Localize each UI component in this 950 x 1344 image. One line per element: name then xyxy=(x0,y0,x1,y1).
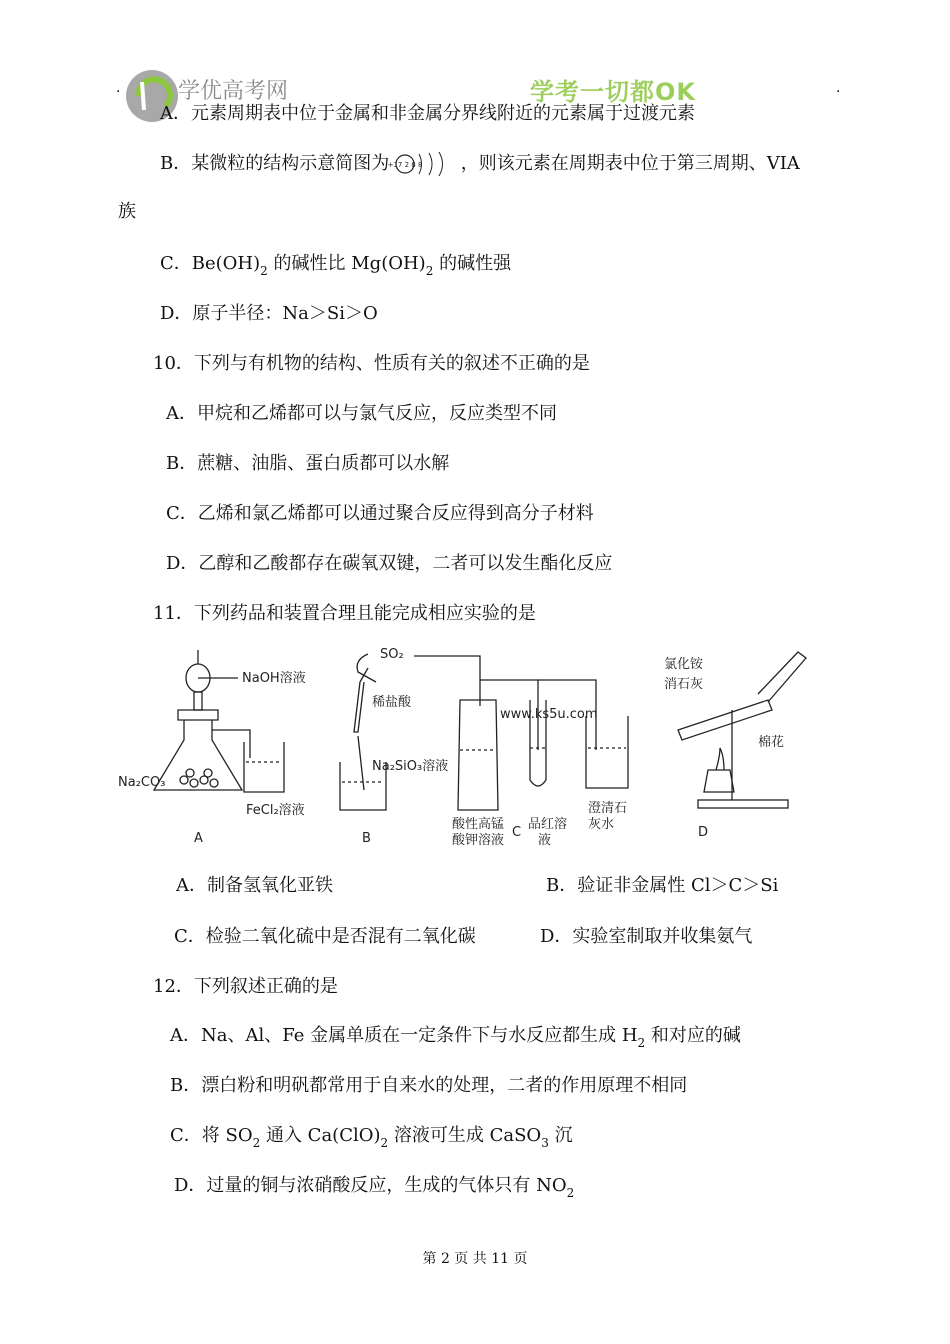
q9-c-sub-2: 2 xyxy=(425,264,434,278)
q10-option-d: D．乙醇和乙酸都存在碳氧双键，二者可以发生酯化反应 xyxy=(166,553,613,574)
label-d: D xyxy=(698,825,709,840)
label-cotton: 棉花 xyxy=(758,735,785,750)
q9-option-b-pre: B．某微粒的结构示意简图为 xyxy=(160,153,390,174)
q11-option-d: D．实验室制取并收集氨气 xyxy=(540,926,753,947)
q12-c-text-2: 通入 Ca(ClO) xyxy=(260,1125,381,1146)
label-lime: 消石灰 xyxy=(664,677,704,692)
label-na2sio3: Na₂SiO₃溶液 xyxy=(372,759,449,774)
q9-option-c xyxy=(160,251,511,284)
page-number: 第 2 页 共 11 页 xyxy=(422,1251,528,1267)
label-nh4cl: 氯化铵 xyxy=(664,657,704,672)
q12-option-c xyxy=(170,1123,573,1156)
q10-option-a: A．甲烷和乙烯都可以与氯气反应，反应类型不同 xyxy=(166,403,557,424)
q9-c-text-1: C．Be(OH) xyxy=(160,253,261,274)
q12-c-text-3: 溶液可生成 CaSO xyxy=(388,1125,542,1146)
label-c: C xyxy=(512,825,522,840)
label-kmno4-2: 酸钾溶液 xyxy=(452,833,505,848)
apparatus-b xyxy=(340,654,386,810)
q10-option-b: B．蔗糖、油脂、蛋白质都可以水解 xyxy=(166,453,450,474)
q9-c-text-2: 的碱性比 Mg(OH) xyxy=(267,253,426,274)
q9-c-text-3: 的碱性强 xyxy=(433,253,512,274)
label-pinhong-1: 品红溶 xyxy=(528,817,568,832)
apparatus-d xyxy=(678,652,806,808)
q12-option-a xyxy=(170,1023,741,1056)
label-limewater-2: 灰水 xyxy=(588,817,615,832)
apparatus-c xyxy=(414,656,628,810)
q11-stem: 11．下列药品和装置合理且能完成相应实验的是 xyxy=(153,603,536,624)
q12-a-text-2: 和对应的碱 xyxy=(645,1025,741,1046)
q12-stem: 12．下列叙述正确的是 xyxy=(153,976,338,997)
q9-c-sub-1: 2 xyxy=(260,264,268,278)
q12-option-d xyxy=(174,1173,574,1206)
label-a: A xyxy=(194,831,203,846)
label-pinhong-2: 液 xyxy=(538,833,552,848)
q12-a-sub: 2 xyxy=(637,1036,646,1050)
q9-option-b xyxy=(160,151,800,177)
label-kmno4-1: 酸性高锰 xyxy=(452,817,505,832)
q12-c-text-1: C．将 SO xyxy=(170,1125,253,1146)
q9-option-d: D．原子半径：Na＞Si＞O xyxy=(160,303,378,324)
q11-option-a: A．制备氢氧化亚铁 xyxy=(176,875,333,896)
q9-option-b-cont: 族 xyxy=(118,201,136,222)
label-naoh: NaOH溶液 xyxy=(242,671,306,686)
label-so2: SO₂ xyxy=(380,647,404,662)
label-dilute-hcl: 稀盐酸 xyxy=(372,695,412,710)
q9-option-b-post: ，则该元素在周期表中位于第三周期、VIA xyxy=(460,153,800,174)
atom-nucleus: +17 2 8 8 xyxy=(387,161,423,169)
corner-dot-left: . xyxy=(116,80,121,96)
q12-d-text: D．过量的铜与浓硝酸反应，生成的气体只有 NO xyxy=(174,1175,567,1196)
corner-dot-right: . xyxy=(836,80,841,96)
label-na2co3: Na₂CO₃ xyxy=(118,775,166,790)
q12-d-sub: 2 xyxy=(566,1186,575,1200)
q9-option-a: A．元素周期表中位于金属和非金属分界线附近的元素属于过渡元素 xyxy=(160,103,695,124)
brand-name: 学优高考网 xyxy=(178,79,289,104)
apparatus-figure xyxy=(118,640,818,850)
q12-option-b: B．漂白粉和明矾都常用于自来水的处理，二者的作用原理不相同 xyxy=(170,1075,688,1096)
q10-option-c: C．乙烯和氯乙烯都可以通过聚合反应得到高分子材料 xyxy=(166,503,594,524)
label-limewater-1: 澄清石 xyxy=(588,801,628,816)
label-fecl2: FeCl₂溶液 xyxy=(246,803,305,818)
q10-stem: 10．下列与有机物的结构、性质有关的叙述不正确的是 xyxy=(153,353,590,374)
brand-slogan: 学考一切都OK xyxy=(530,78,696,106)
label-b: B xyxy=(362,831,371,846)
q12-a-text-1: A．Na、Al、Fe 金属单质在一定条件下与水反应都生成 H xyxy=(170,1025,638,1046)
q12-c-sub-2: 2 xyxy=(380,1136,389,1150)
q11-option-c: C．检验二氧化硫中是否混有二氧化碳 xyxy=(174,926,476,947)
q12-c-sub-1: 2 xyxy=(252,1136,261,1150)
q11-option-b: B．验证非金属性 Cl＞C＞Si xyxy=(546,875,779,896)
label-site: www.ks5u.com xyxy=(500,707,598,722)
q12-c-sub-3: 3 xyxy=(541,1136,549,1150)
atom-structure-diagram xyxy=(387,151,455,177)
q12-c-text-4: 沉 xyxy=(548,1125,573,1146)
